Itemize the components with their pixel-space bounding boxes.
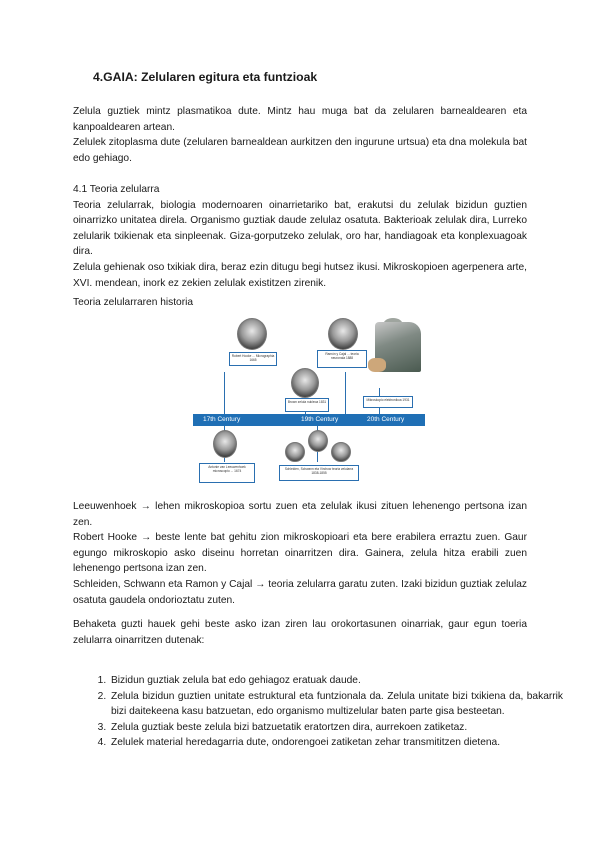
section-heading: 4.1 Teoria zelularra	[73, 184, 160, 195]
schleiden-schwann-label: Schleiden, Schwann eta Virchow teoria zelularra 1838-1855	[279, 465, 359, 481]
list-item: 3. Zelula guztiak beste zelula bizi batzuetatik eratortzen dira, aurrekoen zatiketaz.	[109, 720, 563, 736]
history-heading: Teoria zelularraren historia	[73, 297, 194, 308]
scientist-paragraph: Leeuwenhoek → lehen mikroskopioa sortu zuen eta zelulak ikusi zituen lehenengo pertsona izan zen.	[73, 501, 527, 528]
intro-paragraph: Zelulek zitoplasma dute (zelularen barnealdean aurkitzen den ingurune urtsua) eta dna molekula bat edo gehiago.	[73, 137, 527, 164]
list-item: 1. Bizidun guztiak zelula bat edo gehiagoz eratuak daude.	[109, 673, 563, 689]
hooke-label: Robert Hooke ... Micrographia 1665	[229, 352, 277, 366]
cajal-portrait	[328, 318, 358, 350]
microscope-image	[368, 358, 386, 372]
brown-label: Brown zelula nukleoa 1831	[285, 398, 329, 412]
intro-paragraph: Zelula guztiek mintz plasmatikoa dute. Mintz hau muga bat da zelularen barnealdearen eta kanpoaldearen artean.	[73, 106, 527, 133]
schleiden-portrait	[285, 442, 305, 462]
century-19-label: 19th Century	[301, 416, 339, 423]
list-item: 2. Zelula bizidun guztien unitate estruktural eta funtzionala da. Zelula unitate bizi txikiena da, bakarrik bizi daitekeena kasu batzuetan, edo organismo multizelular baten parte gisa besteetan.	[109, 689, 563, 720]
brown-portrait	[291, 368, 319, 398]
schwann-portrait	[308, 430, 328, 452]
conclusion-intro: Behaketa guzti hauek gehi beste asko izan ziren lau orokortasunen oinarriak, gaur egun toeria zelularra oinarritzen dutenak:	[73, 619, 527, 646]
connector-line	[345, 372, 346, 414]
leeuwenhoek-label: Antonie van Leeuwenhoek microscopio ... 1674	[199, 463, 255, 483]
leeuwenhoek-portrait	[213, 430, 237, 458]
century-17-label: 17th Century	[203, 416, 241, 423]
list-item: 4. Zelulek material heredagarria dute, ondorengoei zatiketan zehar transmititzen dietena.	[109, 735, 563, 751]
cajal-label: Ramón y Cajal ... teoria neuronala 1888	[317, 350, 367, 368]
scientist-paragraph: Robert Hooke → beste lente bat gehitu zion mikroskopioari eta bere erabilera erraztu zuen. Gaur egungo mikroskopio asko diseinu horretan oinarritzen dira. Gainera, zelula hitza erabili zuen lehenengo pertsona izan zen.	[73, 532, 527, 575]
principles-list	[73, 673, 563, 751]
connector-line	[224, 372, 225, 414]
page-title: 4.GAIA: Zelularen egitura eta funtzioak	[93, 70, 318, 84]
section-paragraph: Zelula gehienak oso txikiak dira, beraz ezin ditugu begi hutsez ikusi. Mikroskopioen agerpenera arte, XVI. mendean, inork ez zekien zelulak existitzen zirenik.	[73, 261, 527, 289]
microscope-label: Mikroskopio elektronikoa 1931	[363, 396, 413, 408]
timeline-figure	[193, 318, 425, 486]
scientists-block	[73, 499, 527, 608]
century-20-label: 20th Century	[367, 416, 405, 423]
virchow-portrait	[331, 442, 351, 462]
section-cell-theory	[73, 182, 527, 291]
intro-block	[73, 104, 527, 166]
section-paragraph: Teoria zelularrak, biologia modernoaren oinarrietariko bat, erakutsi du zelulak bizidun guztien oinarrizko unitatea direla. Organismo guztiak daude zelulaz osatuta. Bakterioak zelulak dira, Lurreko zelularik txikienak eta sinpleenak. Giza-gorputzeko zelulak, oro har, handiagoak eta konplexuagoak dira.	[73, 199, 527, 258]
hooke-portrait	[237, 318, 267, 350]
scientist-paragraph: Schleiden, Schwann eta Ramon y Cajal → teoria zelularra garatu zuten. Izaki bizidun guztiak zelulaz osatuta gaudela ondorioztatu zuten.	[73, 578, 527, 606]
